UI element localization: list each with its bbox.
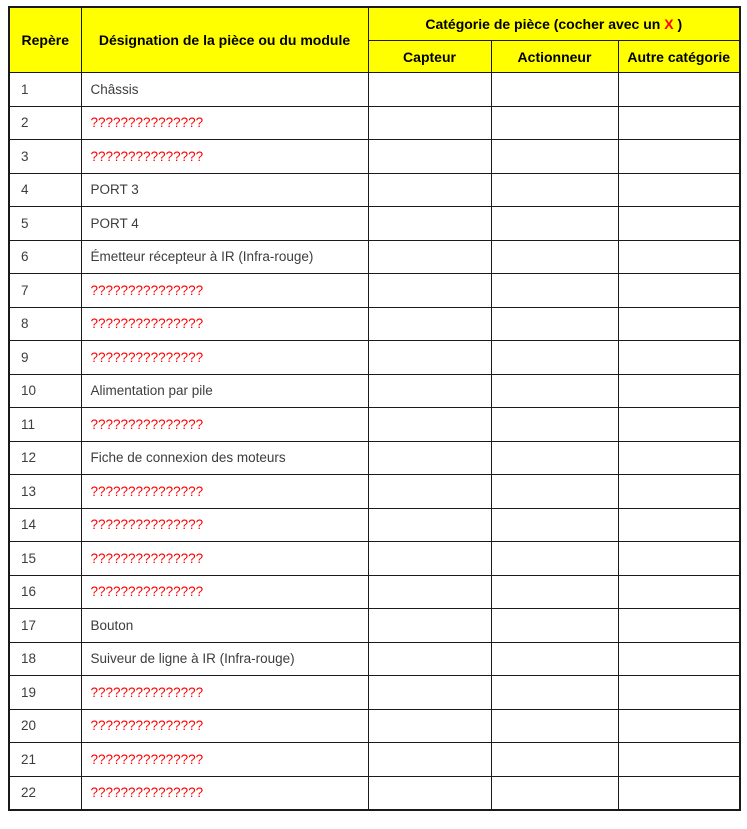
capteur-cell <box>368 73 491 107</box>
autre-categorie-cell <box>618 307 740 341</box>
red-x-marker: X <box>664 16 674 32</box>
autre-categorie-cell <box>618 73 740 107</box>
capteur-cell <box>368 240 491 274</box>
repere-cell: 6 <box>9 240 81 274</box>
capteur-cell <box>368 441 491 475</box>
designation-cell-missing: ??????????????? <box>81 743 368 777</box>
header-actionneur: Actionneur <box>491 41 618 73</box>
table-row <box>9 106 740 140</box>
designation-cell-missing: ??????????????? <box>81 508 368 542</box>
table-row <box>9 408 740 442</box>
actionneur-cell <box>491 441 618 475</box>
designation-cell-missing: ??????????????? <box>81 475 368 509</box>
repere-cell: 3 <box>9 140 81 174</box>
autre-categorie-cell <box>618 676 740 710</box>
table-row <box>9 140 740 174</box>
autre-categorie-cell <box>618 508 740 542</box>
repere-cell: 1 <box>9 73 81 107</box>
repere-cell: 11 <box>9 408 81 442</box>
repere-cell: 9 <box>9 341 81 375</box>
actionneur-cell <box>491 575 618 609</box>
designation-cell: Fiche de connexion des moteurs <box>81 441 368 475</box>
table-row <box>9 240 740 274</box>
actionneur-cell <box>491 207 618 241</box>
designation-cell: Émetteur récepteur à IR (Infra-rouge) <box>81 240 368 274</box>
table-row <box>9 609 740 643</box>
autre-categorie-cell <box>618 776 740 810</box>
autre-categorie-cell <box>618 374 740 408</box>
repere-cell: 22 <box>9 776 81 810</box>
designation-cell: Châssis <box>81 73 368 107</box>
actionneur-cell <box>491 307 618 341</box>
autre-categorie-cell <box>618 709 740 743</box>
repere-cell: 16 <box>9 575 81 609</box>
repere-cell: 18 <box>9 642 81 676</box>
table-header <box>9 7 740 73</box>
actionneur-cell <box>491 709 618 743</box>
repere-cell: 20 <box>9 709 81 743</box>
designation-cell: Bouton <box>81 609 368 643</box>
header-categorie-text: Catégorie de pièce (cocher avec un <box>425 16 665 32</box>
repere-cell: 13 <box>9 475 81 509</box>
autre-categorie-cell <box>618 575 740 609</box>
designation-cell-missing: ??????????????? <box>81 408 368 442</box>
actionneur-cell <box>491 508 618 542</box>
designation-cell-missing: ??????????????? <box>81 542 368 576</box>
repere-cell: 14 <box>9 508 81 542</box>
designation-cell: PORT 3 <box>81 173 368 207</box>
capteur-cell <box>368 140 491 174</box>
autre-categorie-cell <box>618 341 740 375</box>
designation-cell-missing: ??????????????? <box>81 106 368 140</box>
autre-categorie-cell <box>618 642 740 676</box>
autre-categorie-cell <box>618 609 740 643</box>
designation-cell: Suiveur de ligne à IR (Infra-rouge) <box>81 642 368 676</box>
document-page <box>8 6 741 811</box>
table-row <box>9 676 740 710</box>
capteur-cell <box>368 676 491 710</box>
actionneur-cell <box>491 106 618 140</box>
repere-cell: 2 <box>9 106 81 140</box>
table-row <box>9 73 740 107</box>
repere-cell: 7 <box>9 274 81 308</box>
table-row <box>9 709 740 743</box>
capteur-cell <box>368 341 491 375</box>
autre-categorie-cell <box>618 207 740 241</box>
table-row <box>9 173 740 207</box>
repere-cell: 21 <box>9 743 81 777</box>
autre-categorie-cell <box>618 743 740 777</box>
designation-cell: Alimentation par pile <box>81 374 368 408</box>
repere-cell: 12 <box>9 441 81 475</box>
capteur-cell <box>368 642 491 676</box>
repere-cell: 8 <box>9 307 81 341</box>
header-designation: Désignation de la pièce ou du module <box>81 7 368 73</box>
table-row <box>9 307 740 341</box>
table-row <box>9 776 740 810</box>
autre-categorie-cell <box>618 106 740 140</box>
capteur-cell <box>368 542 491 576</box>
actionneur-cell <box>491 408 618 442</box>
repere-cell: 5 <box>9 207 81 241</box>
table-row <box>9 207 740 241</box>
designation-cell-missing: ??????????????? <box>81 307 368 341</box>
actionneur-cell <box>491 341 618 375</box>
table-row <box>9 475 740 509</box>
table-body <box>9 73 740 811</box>
autre-categorie-cell <box>618 240 740 274</box>
header-autre-categorie: Autre catégorie <box>618 41 740 73</box>
capteur-cell <box>368 374 491 408</box>
designation-cell-missing: ??????????????? <box>81 776 368 810</box>
actionneur-cell <box>491 776 618 810</box>
table-row <box>9 441 740 475</box>
capteur-cell <box>368 575 491 609</box>
actionneur-cell <box>491 374 618 408</box>
autre-categorie-cell <box>618 408 740 442</box>
actionneur-cell <box>491 609 618 643</box>
header-categorie-suffix: ) <box>673 16 683 32</box>
capteur-cell <box>368 207 491 241</box>
actionneur-cell <box>491 676 618 710</box>
capteur-cell <box>368 274 491 308</box>
header-repere: Repère <box>9 7 81 73</box>
parts-category-table <box>8 6 741 811</box>
autre-categorie-cell <box>618 441 740 475</box>
header-categorie <box>368 7 740 41</box>
actionneur-cell <box>491 743 618 777</box>
capteur-cell <box>368 408 491 442</box>
table-row <box>9 542 740 576</box>
autre-categorie-cell <box>618 140 740 174</box>
table-row <box>9 374 740 408</box>
capteur-cell <box>368 776 491 810</box>
designation-cell: PORT 4 <box>81 207 368 241</box>
designation-cell-missing: ??????????????? <box>81 341 368 375</box>
autre-categorie-cell <box>618 475 740 509</box>
actionneur-cell <box>491 475 618 509</box>
actionneur-cell <box>491 542 618 576</box>
capteur-cell <box>368 307 491 341</box>
capteur-cell <box>368 475 491 509</box>
designation-cell-missing: ??????????????? <box>81 140 368 174</box>
autre-categorie-cell <box>618 274 740 308</box>
capteur-cell <box>368 709 491 743</box>
autre-categorie-cell <box>618 542 740 576</box>
designation-cell-missing: ??????????????? <box>81 274 368 308</box>
autre-categorie-cell <box>618 173 740 207</box>
header-capteur: Capteur <box>368 41 491 73</box>
capteur-cell <box>368 609 491 643</box>
designation-cell-missing: ??????????????? <box>81 575 368 609</box>
capteur-cell <box>368 508 491 542</box>
table-row <box>9 743 740 777</box>
actionneur-cell <box>491 642 618 676</box>
designation-cell-missing: ??????????????? <box>81 676 368 710</box>
table-row <box>9 575 740 609</box>
repere-cell: 19 <box>9 676 81 710</box>
actionneur-cell <box>491 173 618 207</box>
actionneur-cell <box>491 240 618 274</box>
capteur-cell <box>368 173 491 207</box>
table-row <box>9 508 740 542</box>
actionneur-cell <box>491 73 618 107</box>
repere-cell: 17 <box>9 609 81 643</box>
repere-cell: 4 <box>9 173 81 207</box>
table-row <box>9 274 740 308</box>
capteur-cell <box>368 106 491 140</box>
repere-cell: 15 <box>9 542 81 576</box>
capteur-cell <box>368 743 491 777</box>
repere-cell: 10 <box>9 374 81 408</box>
table-row <box>9 642 740 676</box>
designation-cell-missing: ??????????????? <box>81 709 368 743</box>
actionneur-cell <box>491 274 618 308</box>
actionneur-cell <box>491 140 618 174</box>
table-row <box>9 341 740 375</box>
